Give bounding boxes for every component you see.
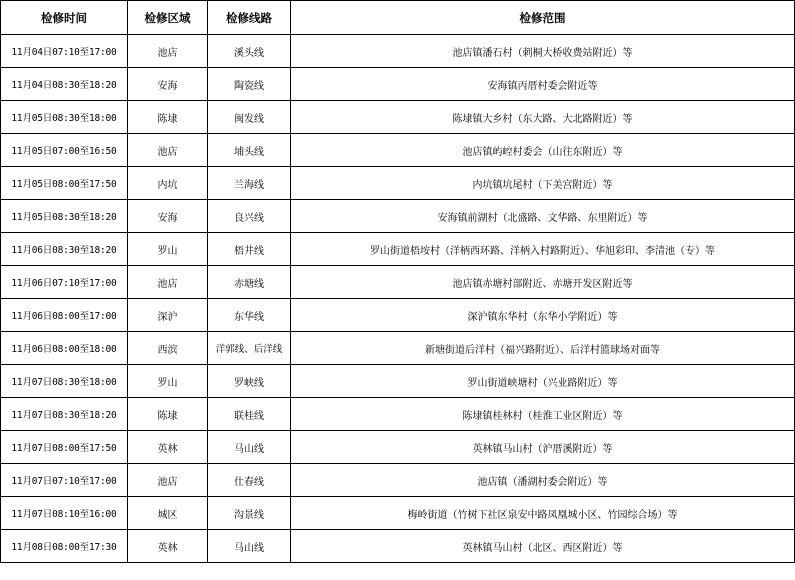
cell-line: 沟景线 — [208, 497, 291, 530]
header-time: 检修时间 — [1, 1, 128, 35]
header-line: 检修线路 — [208, 1, 291, 35]
cell-range: 深沪镇东华村（东华小学附近）等 — [291, 299, 795, 332]
cell-area: 西滨 — [128, 332, 208, 365]
cell-line: 赤塘线 — [208, 266, 291, 299]
cell-line: 马山线 — [208, 530, 291, 563]
table-row — [1, 233, 795, 266]
cell-range: 英林镇马山村（沪厝溪附近）等 — [291, 431, 795, 464]
cell-area: 城区 — [128, 497, 208, 530]
cell-time: 11月05日08:30至18:00 — [1, 101, 128, 134]
cell-range: 梅岭街道（竹树下社区泉安中路凤凰城小区、竹园综合场）等 — [291, 497, 795, 530]
table-row — [1, 35, 795, 68]
cell-range: 池店镇屿崆村委会（山往东附近）等 — [291, 134, 795, 167]
cell-line: 马山线 — [208, 431, 291, 464]
cell-time: 11月06日07:10至17:00 — [1, 266, 128, 299]
header-area: 检修区域 — [128, 1, 208, 35]
table-row — [1, 332, 795, 365]
table-row — [1, 530, 795, 563]
cell-range: 英林镇马山村（北区、西区附近）等 — [291, 530, 795, 563]
cell-line: 罗峡线 — [208, 365, 291, 398]
cell-range: 池店镇赤塘村部附近、赤塘开发区附近等 — [291, 266, 795, 299]
cell-time: 11月04日07:10至17:00 — [1, 35, 128, 68]
cell-line: 埔头线 — [208, 134, 291, 167]
cell-area: 内坑 — [128, 167, 208, 200]
cell-line: 闽发线 — [208, 101, 291, 134]
cell-time: 11月07日07:10至17:00 — [1, 464, 128, 497]
cell-range: 安海镇前湖村（北盛路、文华路、东里附近）等 — [291, 200, 795, 233]
cell-range: 池店镇（潘湖村委会附近）等 — [291, 464, 795, 497]
cell-range: 罗山街道峡塘村（兴业路附近）等 — [291, 365, 795, 398]
cell-time: 11月07日08:10至16:00 — [1, 497, 128, 530]
table-row — [1, 200, 795, 233]
cell-time: 11月06日08:00至17:00 — [1, 299, 128, 332]
table-row — [1, 134, 795, 167]
table-row — [1, 101, 795, 134]
cell-area: 陈埭 — [128, 398, 208, 431]
cell-time: 11月04日08:30至18:20 — [1, 68, 128, 101]
table-row — [1, 464, 795, 497]
cell-area: 陈埭 — [128, 101, 208, 134]
cell-area: 深沪 — [128, 299, 208, 332]
cell-time: 11月07日08:30至18:20 — [1, 398, 128, 431]
cell-area: 池店 — [128, 134, 208, 167]
cell-line: 梧井线 — [208, 233, 291, 266]
table-header-row — [1, 1, 795, 35]
cell-area: 安海 — [128, 200, 208, 233]
table-row — [1, 398, 795, 431]
cell-line: 洋郭线、后洋线 — [208, 332, 291, 365]
cell-area: 安海 — [128, 68, 208, 101]
table-row — [1, 299, 795, 332]
cell-line: 良兴线 — [208, 200, 291, 233]
cell-time: 11月06日08:00至18:00 — [1, 332, 128, 365]
table-row — [1, 431, 795, 464]
cell-area: 池店 — [128, 35, 208, 68]
cell-line: 兰海线 — [208, 167, 291, 200]
cell-area: 池店 — [128, 464, 208, 497]
cell-area: 罗山 — [128, 365, 208, 398]
cell-line: 联桂线 — [208, 398, 291, 431]
table-row — [1, 497, 795, 530]
cell-range: 陈埭镇大乡村（东大路、大北路附近）等 — [291, 101, 795, 134]
cell-time: 11月07日08:00至17:50 — [1, 431, 128, 464]
cell-range: 池店镇潘石村（刺桐大桥收费站附近）等 — [291, 35, 795, 68]
cell-time: 11月05日07:00至16:50 — [1, 134, 128, 167]
cell-area: 池店 — [128, 266, 208, 299]
cell-time: 11月05日08:30至18:20 — [1, 200, 128, 233]
table-row — [1, 266, 795, 299]
cell-time: 11月05日08:00至17:50 — [1, 167, 128, 200]
cell-range: 罗山街道梧垵村（洋柄西环路、洋柄入村路附近）、华旭彩印、李清池（专）等 — [291, 233, 795, 266]
table-row — [1, 68, 795, 101]
cell-time: 11月07日08:30至18:00 — [1, 365, 128, 398]
cell-time: 11月08日08:00至17:30 — [1, 530, 128, 563]
cell-line: 溪头线 — [208, 35, 291, 68]
cell-range: 安海镇丙厝村委会附近等 — [291, 68, 795, 101]
cell-area: 罗山 — [128, 233, 208, 266]
cell-line: 东华线 — [208, 299, 291, 332]
cell-range: 内坑镇坑尾村（下美宫附近）等 — [291, 167, 795, 200]
header-range: 检修范围 — [291, 1, 795, 35]
cell-time: 11月06日08:30至18:20 — [1, 233, 128, 266]
cell-line: 陶瓷线 — [208, 68, 291, 101]
table-row — [1, 167, 795, 200]
table-row — [1, 365, 795, 398]
cell-line: 仕春线 — [208, 464, 291, 497]
cell-area: 英林 — [128, 530, 208, 563]
cell-range: 新塘街道后洋村（福兴路附近）、后洋村篮球场对面等 — [291, 332, 795, 365]
cell-range: 陈埭镇桂林村（桂淮工业区附近）等 — [291, 398, 795, 431]
cell-area: 英林 — [128, 431, 208, 464]
